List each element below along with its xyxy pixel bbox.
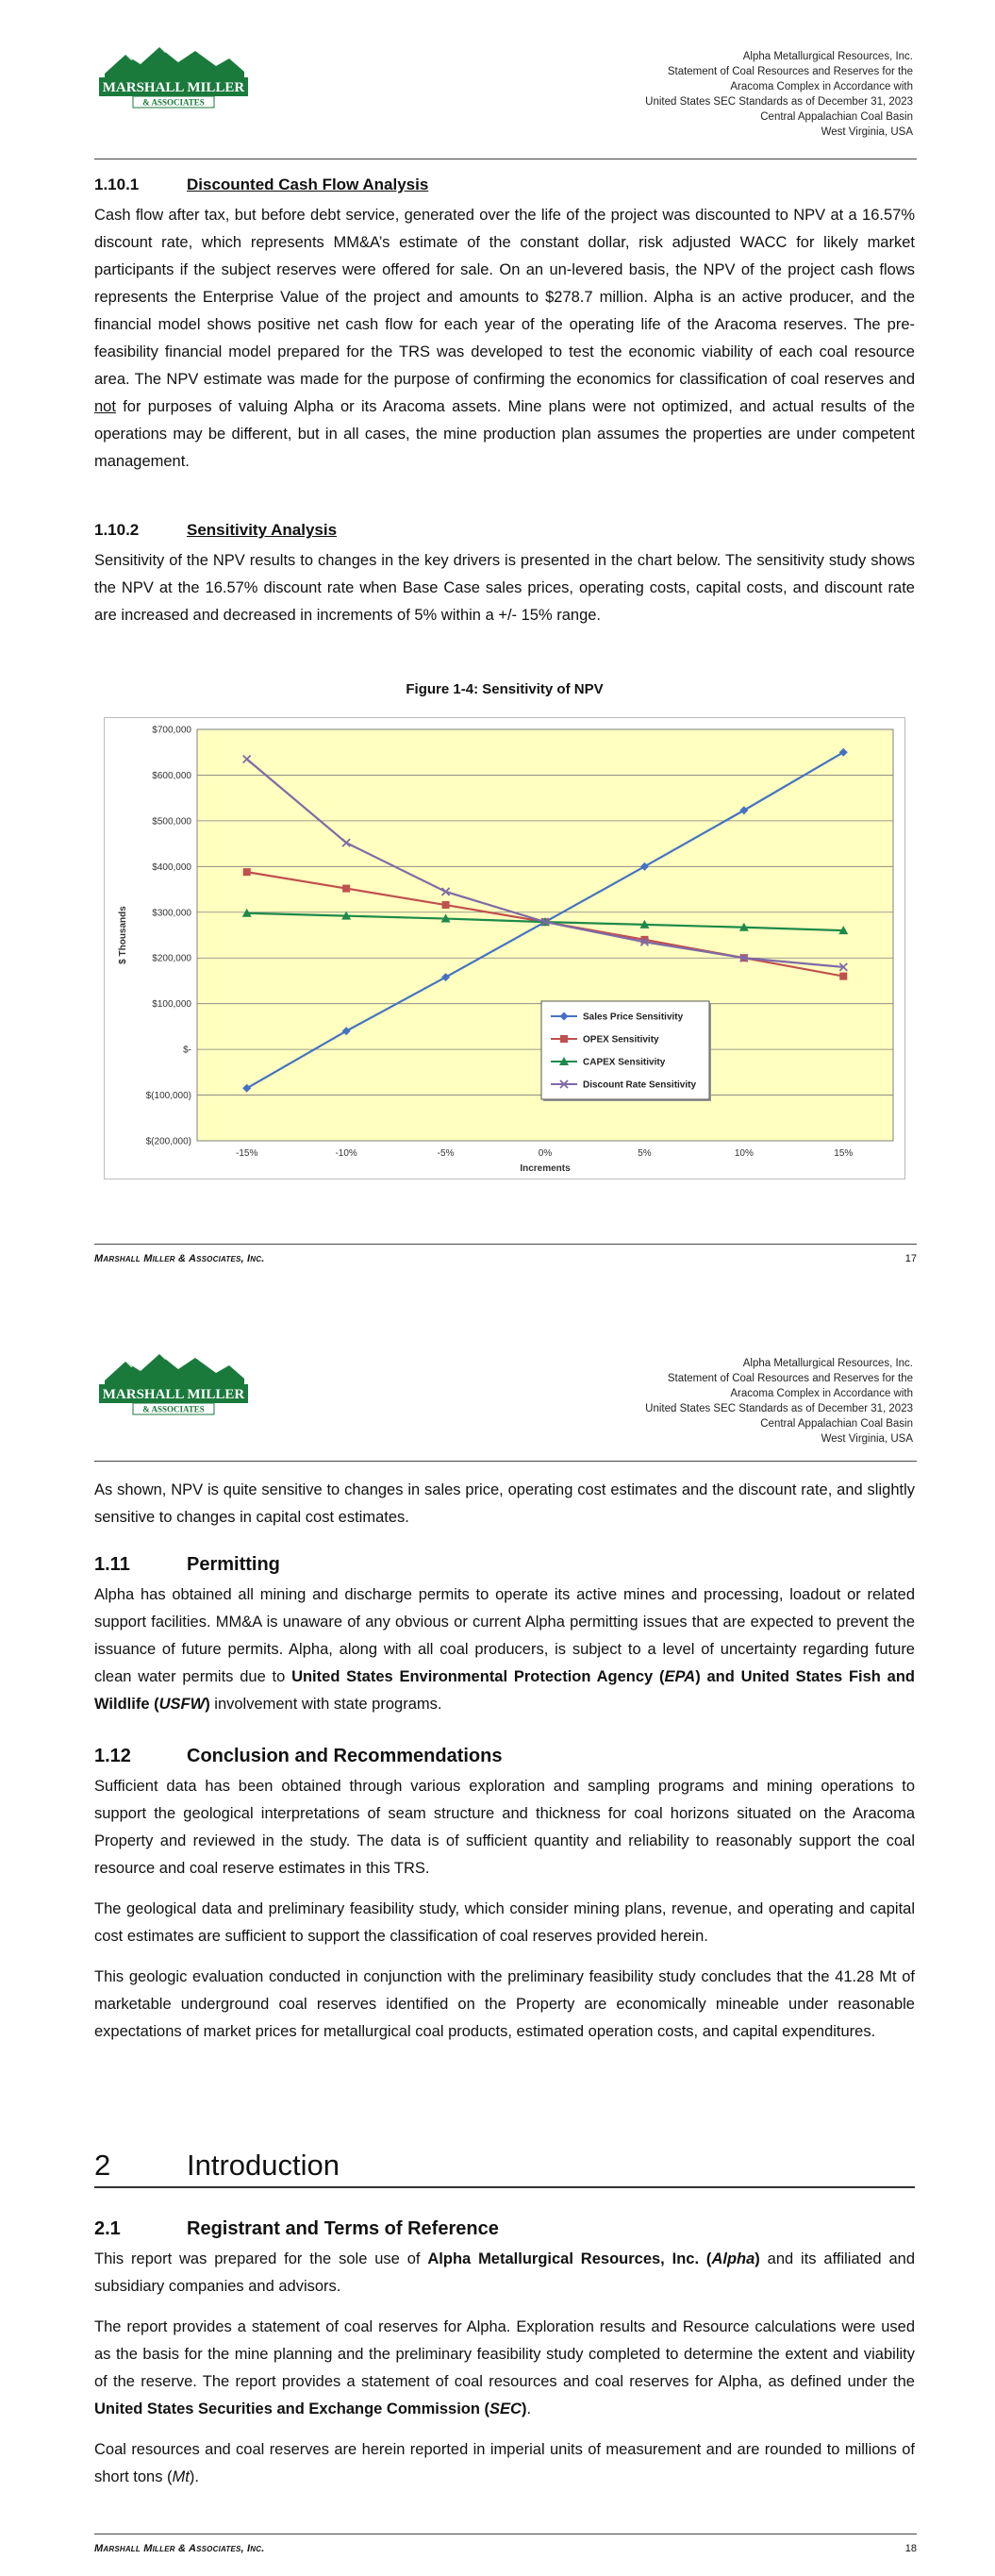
header-line: Alpha Metallurgical Resources, Inc. bbox=[742, 1358, 913, 1369]
header-line: Statement of Coal Resources and Reserves for the bbox=[667, 1373, 913, 1384]
header-line: United States SEC Standards as of December 31, 2023 bbox=[645, 96, 913, 108]
footer-company: Marshall Miller & Associates, Inc. bbox=[94, 2543, 265, 2554]
report-paragraph: The report provides a statement of coal reserves for Alpha. Exploration results and Resource calculations were used as the basis for the mine planning and the preliminary feasibility study completed to determine the extent and viability of the reserve. The report provides a statement of coal resources and coal reserves for Alpha, as defined under the United States Securities and Exchange Commission (SEC). bbox=[94, 2318, 915, 2417]
section-heading: 1.12 Conclusion and Recommendations bbox=[94, 1746, 503, 1766]
page-footer bbox=[94, 2543, 917, 2554]
header-rule bbox=[94, 1461, 917, 1462]
page-header bbox=[645, 49, 913, 140]
y-tick-label: $200,000 bbox=[152, 953, 191, 964]
page-number: 17 bbox=[904, 1253, 917, 1264]
y-tick-label: $600,000 bbox=[152, 770, 191, 781]
registrant-paragraph: This report was prepared for the sole use of Alpha Metallurgical Resources, Inc. (Alpha) and its affiliated and subsidiary companies and advisors. bbox=[94, 2250, 915, 2295]
section-heading: 1.10.2 Sensitivity Analysis bbox=[94, 521, 338, 539]
footer-rule bbox=[94, 1244, 917, 1245]
section-heading: 1.11 Permitting bbox=[94, 1554, 280, 1575]
header-line: Aracoma Complex in Accordance with bbox=[730, 1388, 913, 1399]
conclusion-paragraph-3: This geologic evaluation conducted in conjunction with the preliminary feasibility study concludes that the 41.28 Mt of marketable underground coal reserves identified on the Property are economically mineable under reasonable expectations of market prices for metallurgical coal products, estimated operation costs, and capital expenditures. bbox=[94, 1968, 915, 2040]
legend-label: Sales Price Sensitivity bbox=[583, 1012, 684, 1023]
x-tick-label: 10% bbox=[734, 1148, 754, 1159]
chapter-heading: 2 Introduction bbox=[94, 2149, 915, 2188]
sensitivity-conclusion bbox=[94, 1477, 915, 1531]
x-axis-label: Increments bbox=[520, 1163, 571, 1174]
footer-company: Marshall Miller & Associates, Inc. bbox=[94, 1253, 265, 1264]
conclusion-paragraph-1: Sufficient data has been obtained through various exploration and sampling programs and mining operations to support the geological interpretations of seam structure and thickness for coal horizons situated on the Aracoma Property and reviewed in the study. The data is of sufficient quantity and reliability to reasonably support the coal resource and coal reserve estimates in this TRS. bbox=[94, 1778, 915, 1877]
y-tick-label: $700,000 bbox=[152, 725, 191, 736]
sensitivity-paragraph: Sensitivity of the NPV results to changes in the key drivers is presented in the chart below. The sensitivity study shows the NPV at the 16.57% discount rate when Base Case sales prices, operating costs, capital costs, and discount rate are increased and decreased in increments of 5% within a +/- 15% range. bbox=[94, 552, 915, 624]
x-tick-label: -10% bbox=[335, 1148, 357, 1159]
x-tick-label: -5% bbox=[437, 1148, 455, 1159]
section-heading: 1.10.1 Discounted Cash Flow Analysis bbox=[94, 176, 429, 193]
legend-label: Discount Rate Sensitivity bbox=[583, 1079, 697, 1091]
header-line: West Virginia, USA bbox=[821, 126, 913, 138]
marshall-miller-logo bbox=[97, 1348, 250, 1418]
x-tick-label: 0% bbox=[538, 1148, 553, 1159]
page-footer bbox=[94, 1253, 917, 1264]
header-line: United States SEC Standards as of December 31, 2023 bbox=[645, 1403, 913, 1414]
y-tick-label: $(100,000) bbox=[145, 1091, 191, 1102]
y-tick-label: $500,000 bbox=[152, 816, 191, 828]
legend-label: OPEX Sensitivity bbox=[583, 1034, 659, 1045]
y-tick-label: $- bbox=[183, 1045, 191, 1056]
header-line: Central Appalachian Coal Basin bbox=[760, 111, 913, 123]
section-1-12 bbox=[94, 1746, 915, 2046]
legend-label: CAPEX Sensitivity bbox=[583, 1057, 666, 1068]
conclusion-paragraph-2: The geological data and preliminary feasibility study, which consider mining plans, revenue, and operating and capital cost estimates are sufficient to support the classification of coal reserves provided herein. bbox=[94, 1900, 915, 1945]
page-header bbox=[645, 1356, 913, 1447]
data-point-1-2 bbox=[442, 901, 450, 909]
x-tick-label: 5% bbox=[638, 1148, 652, 1159]
section-1-10-2 bbox=[94, 521, 915, 629]
header-line: Alpha Metallurgical Resources, Inc. bbox=[742, 51, 913, 62]
section-heading: 2.1 Registrant and Terms of Reference bbox=[94, 2218, 499, 2239]
logo-sub-text: & ASSOCIATES bbox=[142, 1404, 205, 1414]
logo-main-text: MARSHALL MILLER bbox=[102, 80, 245, 95]
page-18 bbox=[0, 1307, 995, 2576]
header-line: Aracoma Complex in Accordance with bbox=[730, 81, 913, 92]
npv-sensitivity-chart bbox=[105, 718, 904, 1179]
intro-paragraph: As shown, NPV is quite sensitive to changes in sales price, operating cost estimates and the discount rate, and slightly sensitive to changes in capital cost estimates. bbox=[94, 1481, 915, 1526]
marshall-miller-logo bbox=[97, 42, 250, 111]
header-line: Central Appalachian Coal Basin bbox=[760, 1418, 913, 1430]
section-2-1 bbox=[94, 2218, 915, 2491]
y-axis-label: $ Thousands bbox=[118, 906, 128, 964]
npv-sensitivity-chart-frame bbox=[104, 717, 905, 1179]
header-line: West Virginia, USA bbox=[821, 1433, 913, 1445]
page-number: 18 bbox=[904, 2543, 917, 2554]
y-tick-label: $400,000 bbox=[152, 861, 191, 873]
y-tick-label: $(200,000) bbox=[145, 1136, 191, 1147]
chapter-2 bbox=[94, 2149, 915, 2188]
x-tick-label: -15% bbox=[236, 1148, 258, 1159]
units-paragraph: Coal resources and coal reserves are herein reported in imperial units of measurement and are rounded to millions of short tons (Mt). bbox=[94, 2441, 915, 2485]
legend-marker bbox=[560, 1035, 568, 1043]
x-tick-label: 15% bbox=[834, 1148, 854, 1159]
logo-main-text: MARSHALL MILLER bbox=[102, 1387, 245, 1402]
y-tick-label: $100,000 bbox=[152, 999, 191, 1011]
data-point-1-0 bbox=[243, 868, 251, 876]
header-line: Statement of Coal Resources and Reserves for the bbox=[667, 66, 913, 77]
y-tick-label: $300,000 bbox=[152, 908, 191, 919]
section-1-10-1 bbox=[94, 176, 915, 476]
data-point-1-1 bbox=[342, 885, 350, 893]
section-1-11 bbox=[94, 1554, 915, 1718]
permitting-paragraph: Alpha has obtained all mining and discharge permits to operate its active mines and processing, loadout or related support facilities. MM&A is unaware of any obvious or current Alpha permitting issues that are expected to prevent the issuance of future permits. Alpha, along with all coal producers, is subject to a level of uncertainty regarding future clean water permits due to United States Environmental Protection Agency (EPA) and United States Fish and Wildlife (USFW) involvement with state programs. bbox=[94, 1586, 915, 1713]
dcf-paragraph: Cash flow after tax, but before debt service, generated over the life of the project was discounted to NPV at a 16.57% discount rate, which represents MM&A’s estimate of the constant dollar, risk adjusted WACC for likely market participants if the subject reserves were offered for sale. On an un-levered basis, the NPV of the project cash flows represents the Enterprise Value of the project and amounts to $278.7 million. Alpha is an active producer, and the financial model shows positive net cash flow for each year of the operating life of the Aracoma reserves. The pre-feasibility financial model prepared for the TRS was developed to test the economic viability of each coal resource area. The NPV estimate was made for the purpose of confirming the economics for classification of coal reserves and not for purposes of valuing Alpha or its Aracoma assets. Mine plans were not optimized, and actual results of the operations may be different, but in all cases, the mine production plan assumes the properties are under competent management. bbox=[94, 207, 915, 470]
data-point-1-6 bbox=[839, 973, 847, 980]
logo-sub-text: & ASSOCIATES bbox=[142, 97, 205, 108]
figure-caption: Figure 1-4: Sensitivity of NPV bbox=[406, 681, 604, 697]
